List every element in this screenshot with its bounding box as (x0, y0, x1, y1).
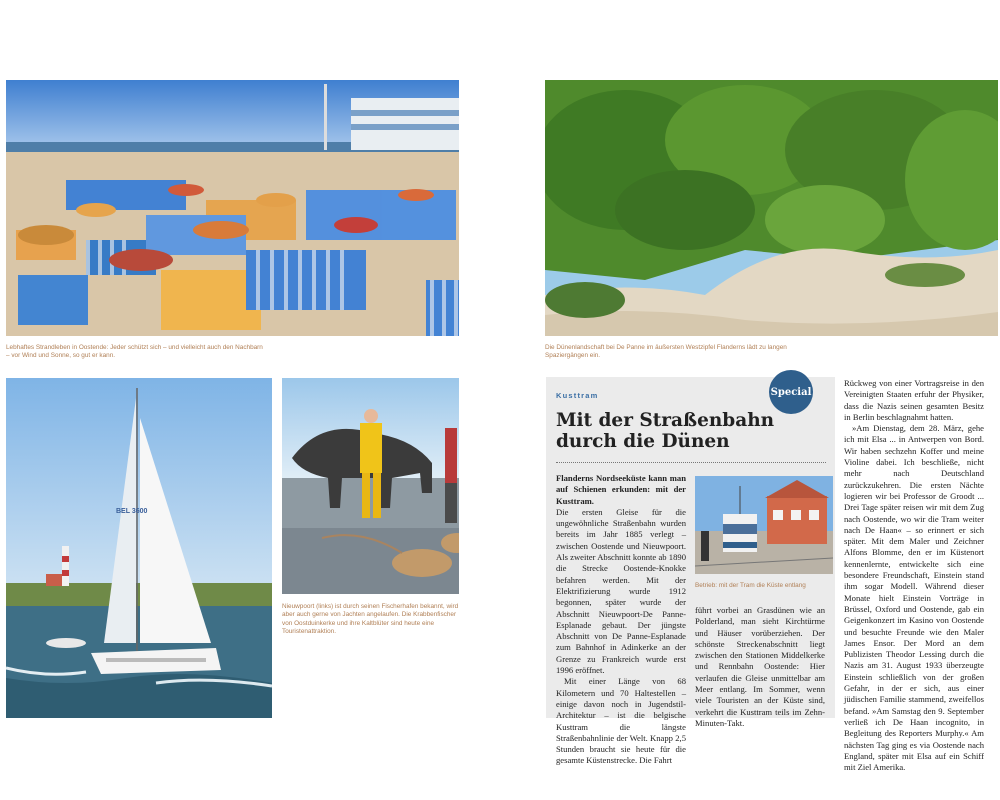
fisher-horse-photo (282, 378, 459, 594)
special-column-2 (695, 605, 825, 729)
special-col1-p1: Die ersten Gleise für die ungewöhnliche Straßenbahn wurden bereits im Jahr 1885 verlegt – zwischen Oostende und Nieuwpoort. Als zweiter Abschnitt konnte ab 1890 die Strecke Oostende-Knokke befahren werden. Mit der Elektrifizierung wurde 1912 begonnen, später wurde der Abschnitt Nieuwpoort-De Panne-Esplanade gebaut. Der jüngste Abschnitt von De Panne-Esplanade zum Bahnhof in Adinkerke an der Grenze zu Frankreich wurde erst 1996 eröffnet. (556, 506, 686, 676)
dunes-caption: Die Dünenlandschaft bei De Panne im äußersten Westzipfel Flanderns lädt zu langen Spaziergängen ein. (545, 344, 787, 360)
title-divider (556, 462, 826, 463)
tram-photo (695, 476, 833, 574)
special-title: Mit der Straßenbahn durch die Dünen (556, 410, 775, 452)
main-text-p2: »Am Dienstag, dem 28. März, gehe ich mit Elsa ... in Antwerpen von Bord. Wir haben sechzehn Koffer und meine Violine dabei. Ich beschließe, nicht mehr nach Deutschland zurückzukehren. Die ersten Nächte logieren wir bei Professor de Groodt ... Drei Tage später reisen wir mit dem Zug nach Oostende, wo wir die Tram weiter nach De Haan« – so erinnert er sich später. Mit dem Maler und Zeichner Alfons Blomme, den er im Küstenort kennenlernte, entwickelte sich eine besondere Freundschaft, Einstein stand ihm sogar Modell. Während dieser Monate hielt Einstein Vorträge in Brüssel, Oxford und Oostende, gab ein Geigenkonzert im Kasino von Oostende und besuchte Freunde wie den Maler James Ensor. Der Mord an dem Publizisten Theodor Lessing durch die Nazis am 31. August 1933 überzeugte Einstein schließlich von der großen Gefahr, in der er sich, aus einer jüdischen Familie stammend, zweifellos befand. »Am Samstag den 9. September verließ ich De Haan incognito, in Begleitung des Reporters Murphy.« Am nächsten Tag ging es via Oostende nach England, später mit Elsa auf ein Schiff mit Ziel Amerika. (844, 423, 984, 773)
tram-caption: Betrieb: mit der Tram die Küste entlang (695, 582, 806, 589)
dunes-photo (545, 80, 998, 336)
main-text-column (844, 378, 984, 773)
beach-photo (6, 80, 459, 336)
beach-caption: Lebhaftes Strandleben in Oostende: Jeder schützt sich – und vielleicht auch den Nachbarn – vor Wind und Sonne, so gut er kann. (6, 344, 263, 360)
sailboat-photo (6, 378, 272, 718)
special-col1-p2: Mit einer Länge von 68 Kilometern und 70 Haltestellen – einige davon noch in Jugendstil-Architektur – ist die belgische Kusttram die längste Straßenbahnlinie der Welt. Knapp 2,5 Stunden braucht sie heute für die gesamte Küstenstrecke. Die Fahrt (556, 676, 686, 766)
special-badge: Special (769, 370, 813, 414)
special-kicker: Kusttram (556, 391, 599, 400)
sail-number: BEL 3600 (116, 508, 148, 515)
special-col2-p1: führt vorbei an Grasdünen wie an Polderland, man sieht Kirchtürme und Häuser vorüberziehen. Der schönste Streckenabschnitt liegt zwischen den Stationen Middelkerke und Rennbahn Oostende: Hier verlaufen die Gleise unmittelbar am Meer entlang. Im Sommer, wenn viele Touristen an der Küste sind, verkehrt die Kusttram teils im Zehn-Minuten-Takt. (695, 605, 825, 728)
special-column-1 (556, 473, 686, 767)
special-lead: Flanderns Nordseeküste kann man auf Schienen erkunden: mit der Kusttram. (556, 473, 686, 506)
fisher-caption: Nieuwpoort (links) ist durch seinen Fischerhafen bekannt, wird aber auch gerne von Jachten angelaufen. Die Krabbenfischer von Oostduinkerke und ihre Kaltblüter sind heute eine Touristenattraktion. (282, 603, 459, 636)
main-text-p1: Rückweg von einer Vortragsreise in den Vereinigten Staaten erfuhr der Physiker, dass die Nazis seinen gesamten Besitz in Berlin beschlagnahmt hatten. (844, 378, 984, 422)
